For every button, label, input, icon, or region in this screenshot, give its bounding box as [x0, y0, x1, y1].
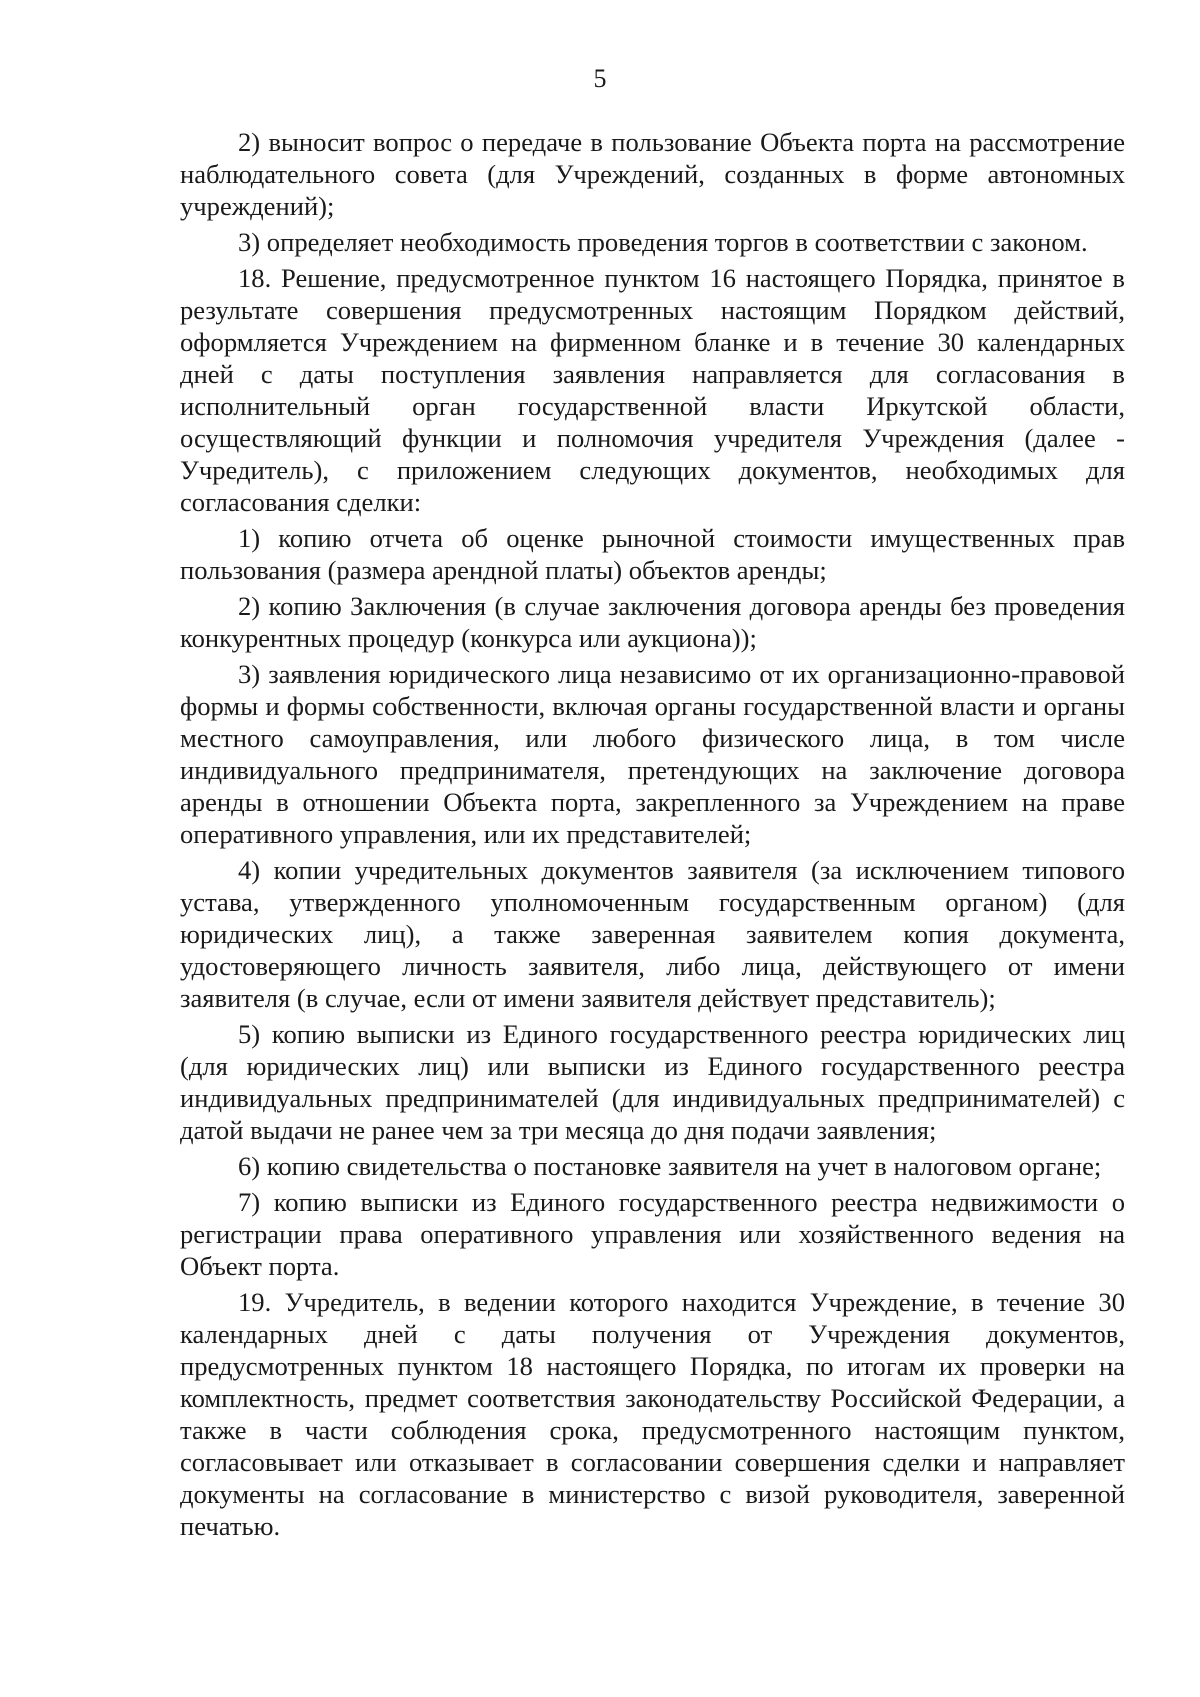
- paragraph-section-19: 19. Учредитель, в ведении которого находится Учреждение, в течение 30 календарных дней с даты получения от Учреждения документов, предусмотренных пунктом 18 настоящего Порядка, по итогам их проверки на комплектность, предмет соответствия законодательству Российской Федерации, а также в части соблюдения срока, предусмотренного настоящим пунктом, согласовывает или отказывает в согласовании совершения сделки и направляет документы на согласование в министерство с визой руководителя, заверенной печатью.: [180, 1287, 1125, 1541]
- paragraph-item-2: 2) выносит вопрос о передаче в пользование Объекта порта на рассмотрение наблюдательного совета (для Учреждений, созданных в форме автономных учреждений);: [180, 127, 1125, 221]
- paragraph-doc-5: 5) копию выписки из Единого государственного реестра юридических лиц (для юридических лиц) или выписки из Единого государственного реестра индивидуальных предпринимателей (для индивидуальных предпринимателей) с датой выдачи не ранее чем за три месяца до дня подачи заявления;: [180, 1019, 1125, 1145]
- paragraph-doc-1: 1) копию отчета об оценке рыночной стоимости имущественных прав пользования (размера арендной платы) объектов аренды;: [180, 523, 1125, 585]
- paragraph-doc-4: 4) копии учредительных документов заявителя (за исключением типового устава, утвержденного уполномоченным государственным органом) (для юридических лиц), а также заверенная заявителем копия документа, удостоверяющего личность заявителя, либо лица, действующего от имени заявителя (в случае, если от имени заявителя действует представитель);: [180, 855, 1125, 1013]
- page-number: 5: [593, 64, 607, 93]
- paragraph-doc-2: 2) копию Заключения (в случае заключения договора аренды без проведения конкурентных процедур (конкурса или аукциона));: [180, 591, 1125, 653]
- document-body: [180, 126, 1125, 1546]
- paragraph-doc-7: 7) копию выписки из Единого государственного реестра недвижимости о регистрации права оперативного управления или хозяйственного ведения на Объект порта.: [180, 1187, 1125, 1281]
- paragraph-doc-6: 6) копию свидетельства о постановке заявителя на учет в налоговом органе;: [238, 1151, 1102, 1181]
- paragraph-doc-3: 3) заявления юридического лица независимо от их организационно-правовой формы и формы собственности, включая органы государственной власти и органы местного самоуправления, или любого физического лица, в том числе индивидуального предпринимателя, претендующих на заключение договора аренды в отношении Объекта порта, закрепленного за Учреждением на праве оперативного управления, или их представителей;: [180, 659, 1125, 849]
- paragraph-item-3: 3) определяет необходимость проведения торгов в соответствии с законом.: [238, 227, 1088, 257]
- paragraph-section-18: 18. Решение, предусмотренное пунктом 16 настоящего Порядка, принятое в результате совершения предусмотренных настоящим Порядком действий, оформляется Учреждением на фирменном бланке и в течение 30 календарных дней с даты поступления заявления направляется для согласования в исполнительный орган государственной власти Иркутской области, осуществляющий функции и полномочия учредителя Учреждения (далее - Учредитель), с приложением следующих документов, необходимых для согласования сделки:: [180, 263, 1125, 517]
